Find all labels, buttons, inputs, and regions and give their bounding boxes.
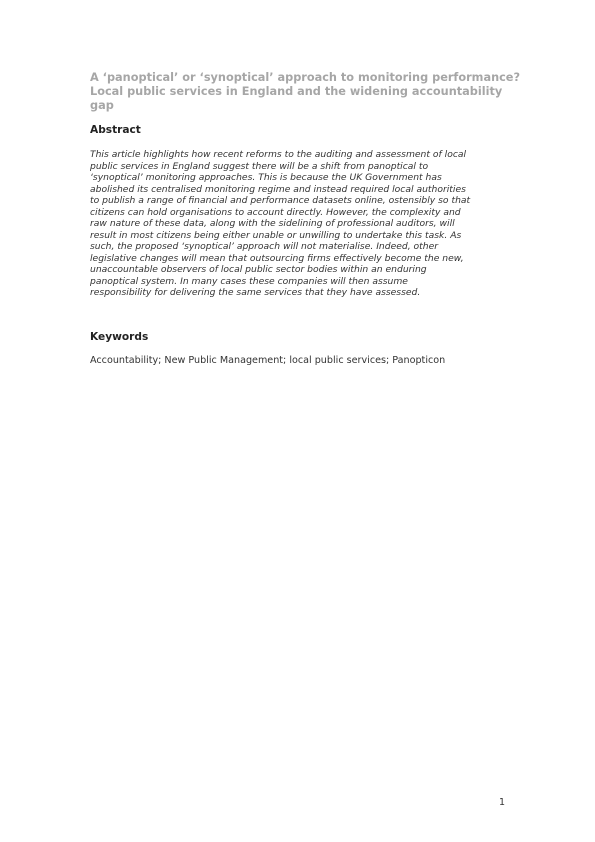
abstract-line: ‘synoptical’ monitoring approaches. This is because the UK Government has bbox=[90, 172, 442, 183]
abstract-line: legislative changes will mean that outsourcing firms effectively become the new, bbox=[90, 252, 464, 264]
abstract-line: public services in England suggest there will be a shift from panoptical to bbox=[90, 160, 429, 172]
abstract-line: citizens can hold organisations to account directly. However, the complexity and bbox=[90, 206, 461, 218]
title-line: Local public services in England and the widening accountability bbox=[90, 85, 503, 98]
abstract-line: responsibility for delivering the same services that they have assessed. bbox=[90, 287, 421, 298]
abstract-line: panoptical system. In many cases these companies will then assume bbox=[90, 275, 408, 287]
abstract-line: unaccountable observers of local public sector bodies within an enduring bbox=[90, 264, 427, 275]
title-line: A ‘panoptical’ or ‘synoptical’ approach to monitoring performance? bbox=[90, 71, 521, 84]
abstract-line: result in most citizens being either unable or unwilling to undertake this task. As bbox=[90, 229, 462, 241]
paper-title bbox=[90, 71, 520, 113]
abstract-line: to publish a range of financial and performance datasets online, ostensibly so that bbox=[90, 195, 471, 206]
keywords-list: Accountability; New Public Management; local public services; Panopticon bbox=[90, 355, 446, 366]
abstract-line: such, the proposed ‘synoptical’ approach will not materialise. Indeed, other bbox=[90, 241, 439, 252]
keywords-heading: Keywords bbox=[90, 331, 149, 343]
title-line: gap bbox=[90, 99, 114, 112]
abstract-line: This article highlights how recent reforms to the auditing and assessment of local bbox=[90, 149, 467, 160]
abstract-heading: Abstract bbox=[90, 124, 141, 136]
abstract-line: abolished its centralised monitoring regime and instead required local authorities bbox=[90, 183, 466, 195]
abstract-line: raw nature of these data, along with the sidelining of professional auditors, will bbox=[90, 218, 455, 229]
page-number: 1 bbox=[498, 797, 505, 808]
abstract-body bbox=[90, 149, 520, 299]
